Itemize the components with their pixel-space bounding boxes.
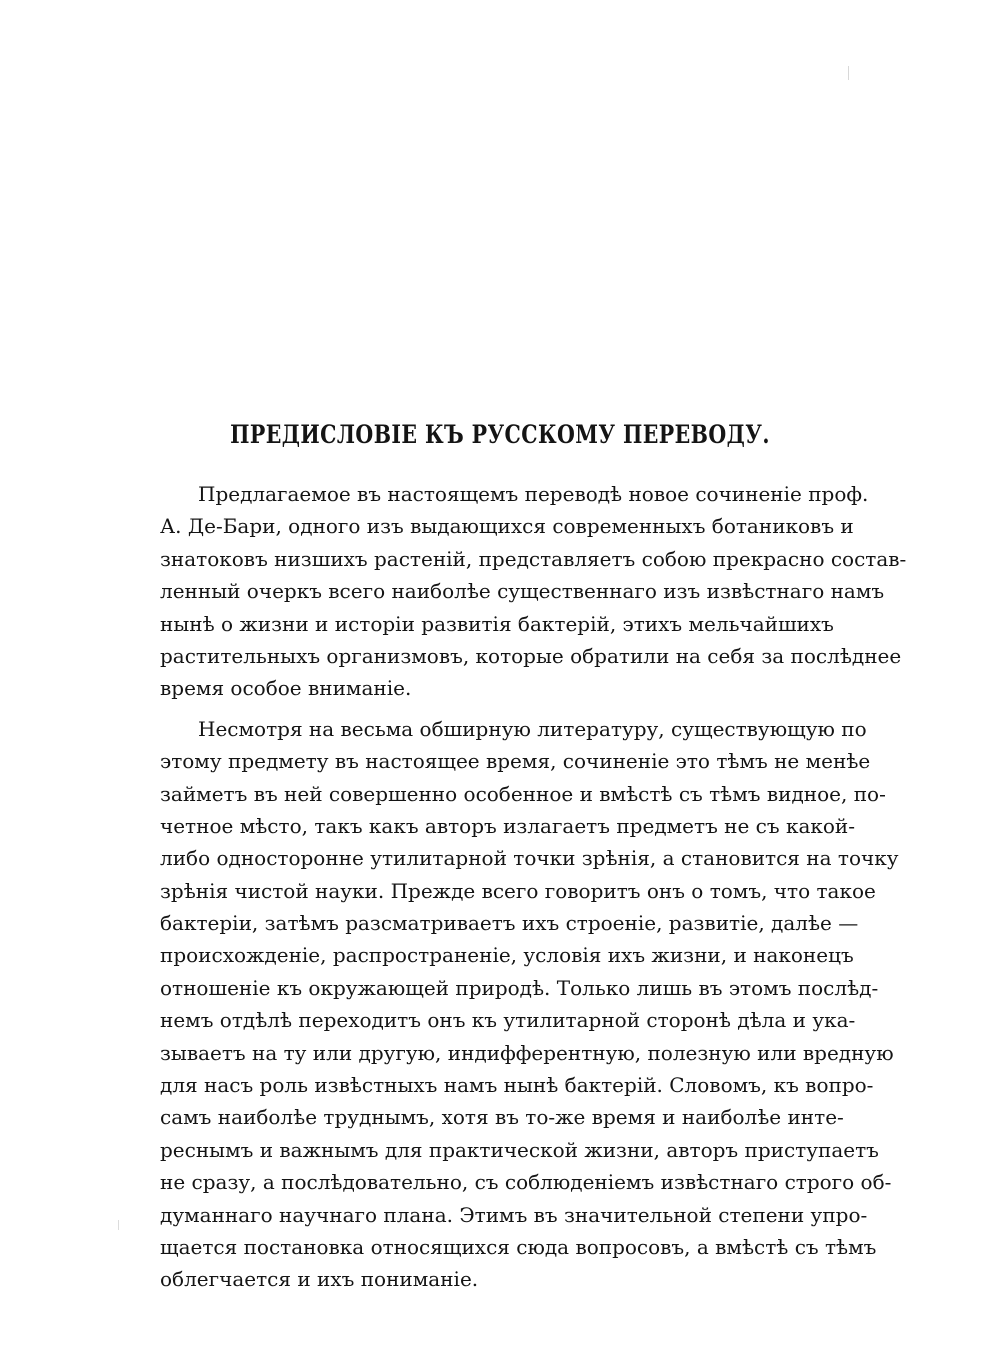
page-title: ПРЕДИСЛОВІЕ КЪ РУССКОМУ ПЕРЕВОДУ. xyxy=(230,420,770,449)
text-line: не сразу, а послѣдовательно, съ соблюденіемъ извѣстнаго строго об- xyxy=(160,1170,892,1195)
body-text xyxy=(160,478,907,1296)
text-line: этому предмету въ настоящее время, сочиненіе это тѣмъ не менѣе xyxy=(160,749,871,774)
text-line: А. Де-Бари, одного изъ выдающихся современныхъ ботаниковъ и xyxy=(160,514,854,539)
text-line: думаннаго научнаго плана. Этимъ въ значительной степени упро- xyxy=(160,1202,868,1227)
text-line: растительныхъ организмовъ, которые обратили на себя за послѣднее xyxy=(160,643,902,668)
text-line: либо односторонне утилитарной точки зрѣнія, а становится на точку xyxy=(160,846,899,871)
text-line: самъ наиболѣе труднымъ, хотя въ то-же время и наиболѣе инте- xyxy=(160,1105,844,1130)
text-line: щается постановка относящихся сюда вопросовъ, а вмѣстѣ съ тѣмъ xyxy=(160,1234,877,1259)
text-line: знатоковъ низшихъ растеній, представляетъ собою прекрасно состав- xyxy=(160,546,907,571)
text-line: бактеріи, затѣмъ разсматриваетъ ихъ строеніе, развитіе, далѣе — xyxy=(160,911,859,936)
text-line: займетъ въ ней совершенно особенное и вмѣстѣ съ тѣмъ видное, по- xyxy=(160,781,886,806)
text-line: зываетъ на ту или другую, индифферентную, полезную или вредную xyxy=(160,1040,894,1065)
text-line: Несмотря на весьма обширную литературу, существующую по xyxy=(198,716,867,741)
text-line: облегчается и ихъ пониманіе. xyxy=(160,1267,479,1292)
text-line: нынѣ о жизни и исторіи развитія бактерій, этихъ мельчайшихъ xyxy=(160,611,834,636)
text-line: ленный очеркъ всего наиболѣе существеннаго изъ извѣстнаго намъ xyxy=(160,579,885,604)
text-line: время особое вниманіе. xyxy=(160,676,412,701)
text-line: отношеніе къ окружающей природѣ. Только лишь въ этомъ послѣд- xyxy=(160,975,879,1000)
text-line: происхожденіе, распространеніе, условія ихъ жизни, и наконецъ xyxy=(160,943,854,968)
scan-mark xyxy=(118,1220,119,1230)
text-line: немъ отдѣлѣ переходитъ онъ къ утилитарной сторонѣ дѣла и ука- xyxy=(160,1008,856,1033)
text-line: зрѣнія чистой науки. Прежде всего говоритъ онъ о томъ, что такое xyxy=(160,878,876,903)
text-line: для насъ роль извѣстныхъ намъ нынѣ бактерій. Словомъ, къ вопро- xyxy=(160,1073,874,1098)
scan-mark xyxy=(848,66,849,80)
text-line: реснымъ и важнымъ для практической жизни, авторъ приступаетъ xyxy=(160,1137,879,1162)
text-line: Предлагаемое въ настоящемъ переводѣ новое сочиненіе проф. xyxy=(198,482,869,506)
text-line: четное мѣсто, такъ какъ авторъ излагаетъ предметъ не съ какой- xyxy=(160,813,856,838)
